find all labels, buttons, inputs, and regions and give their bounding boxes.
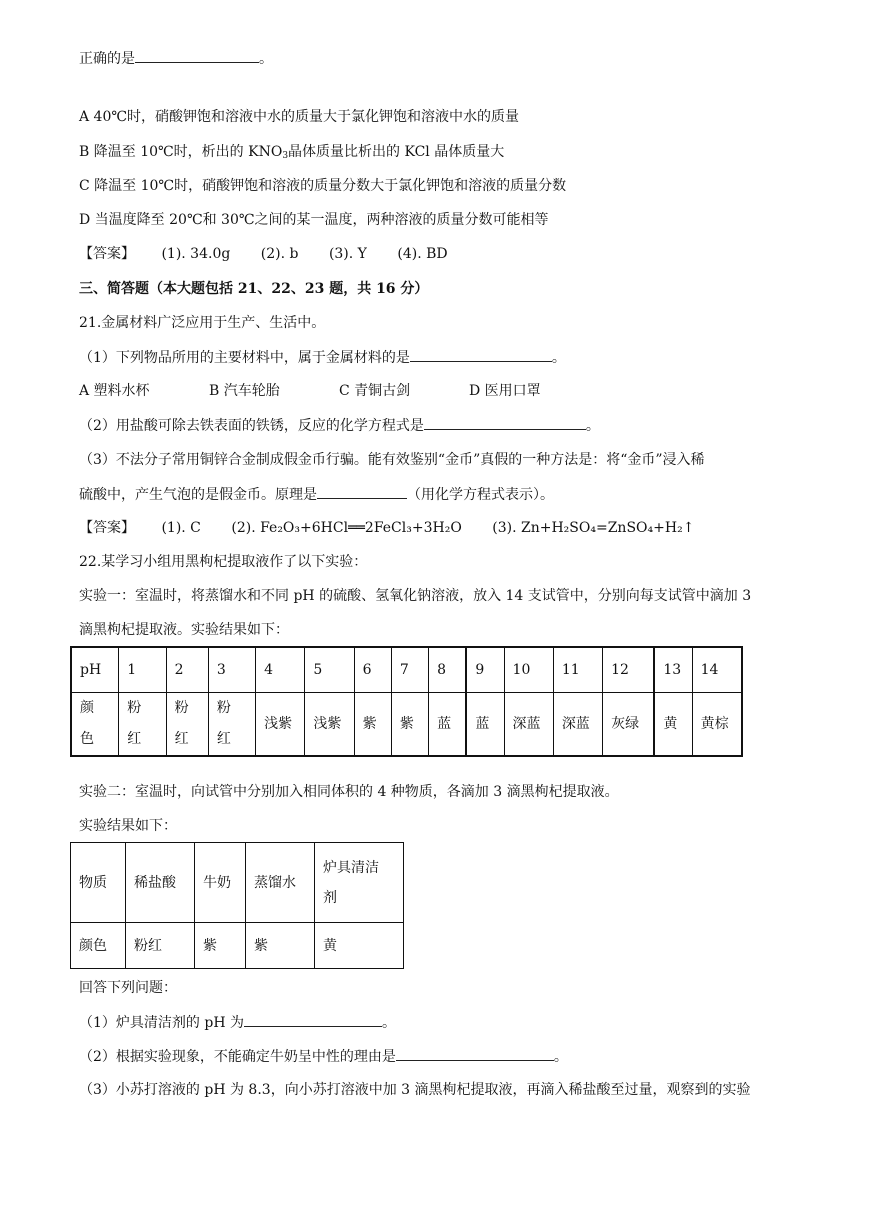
answer-item: (2). Fe₂O₃+6HCl══2FeCl₃+3H₂O <box>231 520 462 536</box>
table-cell: 10 <box>504 647 553 693</box>
choice-b: B 汽车轮胎 <box>209 383 280 399</box>
table-header-cell: 颜色 <box>71 923 126 969</box>
table-cell: 稀盐酸 <box>126 843 195 923</box>
experiment-2-result-label: 实验结果如下： <box>79 818 177 834</box>
table-cell: 2 <box>166 647 208 693</box>
table-cell: 9 <box>466 647 504 693</box>
question-text: （1）炉具清洁剂的 pH 为 <box>79 1015 244 1031</box>
question-21: 21.金属材料广泛应用于生产、生活中。 <box>79 315 326 331</box>
question-text: （2）用盐酸可除去铁表面的铁锈，反应的化学方程式是 <box>79 418 424 434</box>
choice-d: D 医用口罩 <box>469 383 541 399</box>
answer-line-1 <box>79 244 474 264</box>
punctuation: 。 <box>381 1015 396 1031</box>
answer-item: (2). b <box>260 246 299 262</box>
punctuation: 。 <box>553 1049 568 1065</box>
table-row <box>71 843 404 923</box>
table-cell: 蓝 <box>466 693 504 757</box>
answer-blank <box>410 347 552 362</box>
answer-item: (4). BD <box>397 246 448 262</box>
cell-text: 炉具清洁剂 <box>323 859 379 906</box>
punctuation: 。 <box>551 350 566 366</box>
table-cell: 8 <box>429 647 467 693</box>
table-cell: 蓝 <box>429 693 467 757</box>
table-header-cell: 物质 <box>71 843 126 923</box>
table-cell: 紫 <box>195 923 246 969</box>
question-text: （1）下列物品所用的主要材料中，属于金属材料的是 <box>79 350 410 366</box>
table-cell <box>315 843 404 923</box>
table-cell <box>208 693 255 757</box>
table-cell: 黄 <box>315 923 404 969</box>
question-intro-line <box>79 48 273 68</box>
option-b-text-end: 晶体质量比析出的 KCl 晶体质量大 <box>288 144 505 160</box>
table-cell: 14 <box>692 647 742 693</box>
table-cell: 12 <box>603 647 655 693</box>
answer-label: 【答案】 <box>79 520 135 536</box>
question-21-part-3-line-2 <box>79 484 554 504</box>
table-cell: 紫 <box>354 693 391 757</box>
choice-c: C 青铜古剑 <box>339 383 411 399</box>
answer-item: (1). C <box>161 520 201 536</box>
table-cell <box>119 693 166 757</box>
answer-blank <box>396 1046 554 1061</box>
option-b-text-start: B 降温至 10℃时，析出的 KNO <box>79 144 283 160</box>
substance-color-table <box>70 842 404 969</box>
experiment-1-line-1: 实验一：室温时，将蒸馏水和不同 pH 的硫酸、氢氧化钠溶液，放入 14 支试管中，分别向每支试管中滴加 3 <box>79 588 752 604</box>
table-cell: 灰绿 <box>603 693 655 757</box>
option-b-subscript: 3 <box>282 151 289 161</box>
table-cell: 11 <box>553 647 602 693</box>
cell-text: 颜色 <box>80 700 94 747</box>
option-d: D 当温度降至 20℃和 30℃之间的某一温度，两种溶液的质量分数可能相等 <box>79 212 549 228</box>
answer-item: (1). 34.0g <box>161 246 231 262</box>
option-c: C 降温至 10℃时，硝酸钾饱和溶液的质量分数大于氯化钾饱和溶液的质量分数 <box>79 178 567 194</box>
table-cell: 紫 <box>391 693 428 757</box>
table-cell: 紫 <box>246 923 315 969</box>
table-row <box>71 693 742 757</box>
experiment-1-line-2: 滴黑枸杞提取液。实验结果如下： <box>79 622 289 638</box>
table-cell: 浅紫 <box>256 693 305 757</box>
question-text: （2）根据实验现象，不能确定牛奶呈中性的理由是 <box>79 1049 396 1065</box>
table-cell: 1 <box>119 647 166 693</box>
question-22-part-3: （3）小苏打溶液的 pH 为 8.3，向小苏打溶液中加 3 滴黑枸杞提取液，再滴入稀盐酸至过量，观察到的实验 <box>79 1082 751 1098</box>
table-cell: 牛奶 <box>195 843 246 923</box>
section-heading: 三、简答题（本大题包括 21、22、23 题，共 16 分） <box>79 281 429 297</box>
punctuation: 。 <box>585 418 600 434</box>
question-intro-text: 正确的是 <box>79 51 135 67</box>
answer-blank <box>317 484 407 499</box>
question-21-part-1 <box>79 347 566 367</box>
cell-text: 粉红 <box>127 700 142 747</box>
table-header-cell: pH <box>71 647 119 693</box>
answer-item: (3). Y <box>328 246 367 262</box>
cell-text: 粉红 <box>174 700 189 747</box>
question-22-part-2 <box>79 1046 568 1066</box>
answer-prompt: 回答下列问题： <box>79 980 177 996</box>
table-cell: 5 <box>305 647 354 693</box>
table-cell: 蒸馏水 <box>246 843 315 923</box>
answer-blank <box>244 1012 382 1027</box>
question-text: 硫酸中，产生气泡的是假金币。原理是 <box>79 487 317 503</box>
punctuation: 。 <box>259 51 273 67</box>
answer-blank <box>424 415 586 430</box>
table-cell: 浅紫 <box>305 693 354 757</box>
option-b <box>79 142 504 162</box>
question-text: （用化学方程式表示）。 <box>407 487 554 503</box>
choice-a: A 塑料水杯 <box>79 383 150 399</box>
table-cell: 6 <box>354 647 391 693</box>
cell-text: 粉红 <box>216 700 231 747</box>
table-cell: 黄棕 <box>692 693 742 757</box>
answer-line-2 <box>79 518 694 538</box>
table-cell: 深蓝 <box>553 693 602 757</box>
question-22-part-1 <box>79 1012 396 1032</box>
table-cell: 13 <box>654 647 692 693</box>
answer-item: (3). Zn+H₂SO₄=ZnSO₄+H₂↑ <box>492 520 695 536</box>
question-21-options <box>79 381 541 401</box>
option-a: A 40℃时，硝酸钾饱和溶液中水的质量大于氯化钾饱和溶液中水的质量 <box>79 109 520 125</box>
table-row <box>71 923 404 969</box>
table-header-cell <box>71 693 119 757</box>
question-21-part-2 <box>79 415 600 435</box>
table-cell: 深蓝 <box>504 693 553 757</box>
table-cell: 3 <box>208 647 255 693</box>
table-cell: 粉红 <box>126 923 195 969</box>
answer-label: 【答案】 <box>79 246 135 262</box>
table-cell: 7 <box>391 647 428 693</box>
question-21-part-3-line-1: （3）不法分子常用铜锌合金制成假金币行骗。能有效鉴别“金币”真假的一种方法是：将“金币”浸入稀 <box>79 452 705 468</box>
question-22: 22.某学习小组用黑枸杞提取液作了以下实验： <box>79 554 368 570</box>
table-cell: 黄 <box>654 693 692 757</box>
table-cell <box>166 693 208 757</box>
ph-color-table <box>70 646 743 757</box>
experiment-2-line: 实验二：室温时，向试管中分别加入相同体积的 4 种物质，各滴加 3 滴黑枸杞提取液。 <box>79 784 619 800</box>
table-row <box>71 647 742 693</box>
table-cell: 4 <box>256 647 305 693</box>
answer-blank <box>135 48 259 63</box>
